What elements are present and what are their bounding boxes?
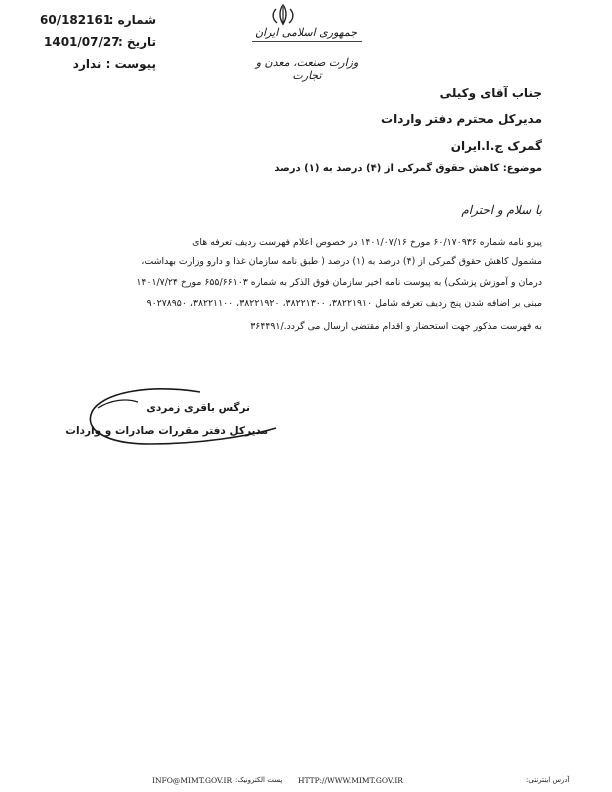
iran-emblem-icon <box>266 4 300 26</box>
salutation: با سلام و احترام <box>461 203 542 217</box>
footer-email: INFO@MIMT.GOV.IR <box>152 776 233 785</box>
recipient-organization: گمرک ج.ا.ایران <box>450 139 542 153</box>
footer-website-label: آدرس اینترنتی: <box>526 776 570 784</box>
attachment-label: پیوست : ندارد <box>72 57 156 71</box>
body-line: پیرو نامه شماره ۶۰/۱۷۰۹۳۶ مورخ ۱۴۰۱/۰۷/۱۶ در خصوص اعلام فهرست ردیف تعرفه های <box>192 237 542 248</box>
recipient-title: مدیرکل محترم دفتر واردات <box>381 112 542 126</box>
body-line: درمان و آموزش پزشکی) به پیوست نامه اخیر سازمان فوق الذکر به شماره ۶۵۵/۶۶۱۰۳ مورخ ۱۴۰۱/۷/۲۴ <box>136 277 542 288</box>
country-name: جمهوری اسلامی ایران <box>254 26 358 39</box>
body-line: مشمول کاهش حقوق گمرکی از (۴) درصد به (۱) درصد ( طبق نامه سازمان غذا و دارو وزارت بهداشت، <box>141 256 542 267</box>
letter-date: 1401/07/27 <box>44 35 120 49</box>
letter-number: 60/182161 <box>40 13 112 27</box>
number-label: شماره : <box>108 13 156 27</box>
letter-subject: موضوع: کاهش حقوق گمرکی از (۴) درصد به (۱) درصد <box>274 163 542 174</box>
handwritten-signature <box>80 378 290 458</box>
date-row <box>44 35 156 50</box>
ministry-name: وزارت صنعت، معدن و تجارت <box>255 56 359 82</box>
recipient-name: جناب آقای وکیلی <box>439 86 542 100</box>
body-line: به فهرست مذکور جهت استحضار و اقدام مقتضی ارسال می گردد./۳۶۴۴۹۱ <box>250 321 542 332</box>
attachment-row <box>72 57 156 72</box>
date-label: تاریخ : <box>117 35 156 49</box>
body-line: مبنی بر اضافه شدن پنج ردیف تعرفه شامل ۳۸۲۲۱۹۱۰، ۳۸۲۲۱۳۰۰، ۳۸۲۲۱۹۲۰، ۳۸۲۲۱۱۰۰، ۹۰۲۷۸۹۵۰ <box>146 298 542 309</box>
signatory-title: مدیرکل دفتر مقررات صادرات و واردات <box>65 425 268 437</box>
header-divider <box>252 41 362 42</box>
footer-email-label: پست الکترونیک: <box>235 776 283 784</box>
signatory-name: نرگس باقری زمردی <box>146 402 250 414</box>
number-row <box>40 13 156 28</box>
footer-website: HTTP://WWW.MIMT.GOV.IR <box>298 776 403 785</box>
